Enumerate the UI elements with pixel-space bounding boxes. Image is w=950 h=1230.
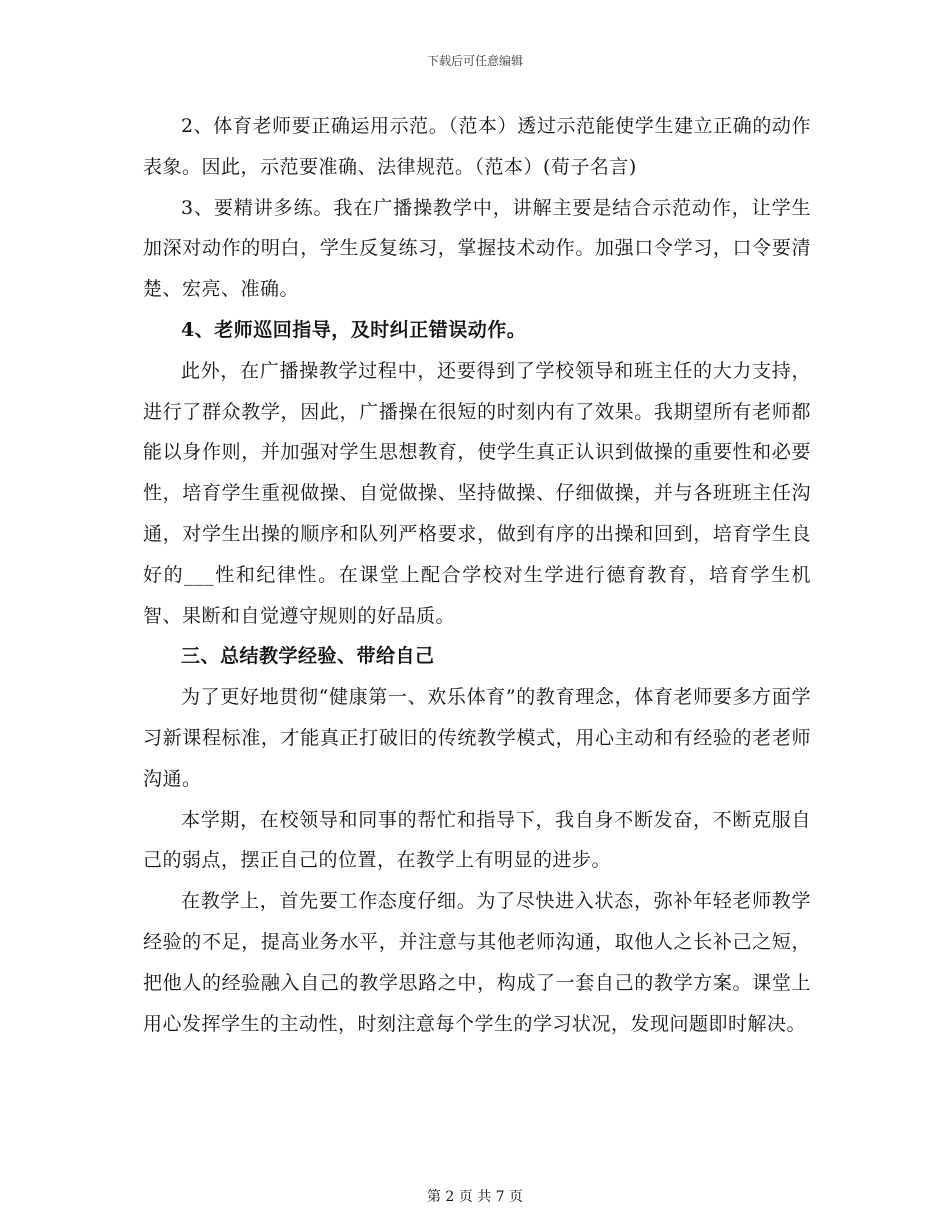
paragraph-demonstration: 2、体育老师要正确运用示范。（范本）透过示范能使学生建立正确的动作表象。因此，示范要准确、法律规范。（范本）(荀子名言) <box>143 115 811 178</box>
paragraph-teaching: 在教学上，首先要工作态度仔细。为了尽快进入状态，弥补年轻老师教学经验的不足，提高业务水平，并注意与其他老师沟通，取他人之长补己之短，把他人的经验融入自己的教学思路之中，构成了一套自己的教学方案。课堂上用心发挥学生的主动性，时刻注意每个学生的学习状况，发现问题即时解决。 <box>143 890 811 1035</box>
paragraph-support: 此外，在广播操教学过程中，还要得到了学校领导和班主任的大力支持，进行了群众教学，因此，广播操在很短的时刻内有了效果。我期望所有老师都能以身作则，并加强对学生思想教育，使学生真正认识到做操的重要性和必要性，培育学生重视做操、自觉做操、坚持做操、仔细做操，并与各班班主任沟通，对学生出操的顺序和队列严格要求，做到有序的出操和回到，培育学生良好的___性和纪律性。在课堂上配合学校对生学进行德育教育，培育学生机智、果断和自觉遵守规则的好品质。 <box>143 359 811 627</box>
paragraph-practice: 3、要精讲多练。我在广播操教学中，讲解主要是结合示范动作，让学生加深对动作的明白，学生反复练习，掌握技术动作。加强口令学习，口令要清楚、宏亮、准确。 <box>143 196 811 301</box>
paragraph-semester: 本学期，在校领导和同事的帮忙和指导下，我自身不断发奋，不断克服自己的弱点，摆正自己的位置，在教学上有明显的进步。 <box>143 808 811 872</box>
heading-guidance: 4、老师巡回指导，及时纠正错误动作。 <box>181 318 527 341</box>
document-body <box>143 106 811 1044</box>
heading-summary: 三、总结教学经验、带给自己 <box>181 645 435 668</box>
paragraph-philosophy: 为了更好地贯彻“健康第一、欢乐体育”的教育理念，体育老师要多方面学习新课程标准，才能真正打破旧的传统教学模式，用心主动和有经验的老老师沟通。 <box>143 686 811 790</box>
page-header: 下载后可任意编辑 <box>426 54 523 68</box>
page-footer: 第 2 页 共 7 页 <box>426 1189 524 1205</box>
